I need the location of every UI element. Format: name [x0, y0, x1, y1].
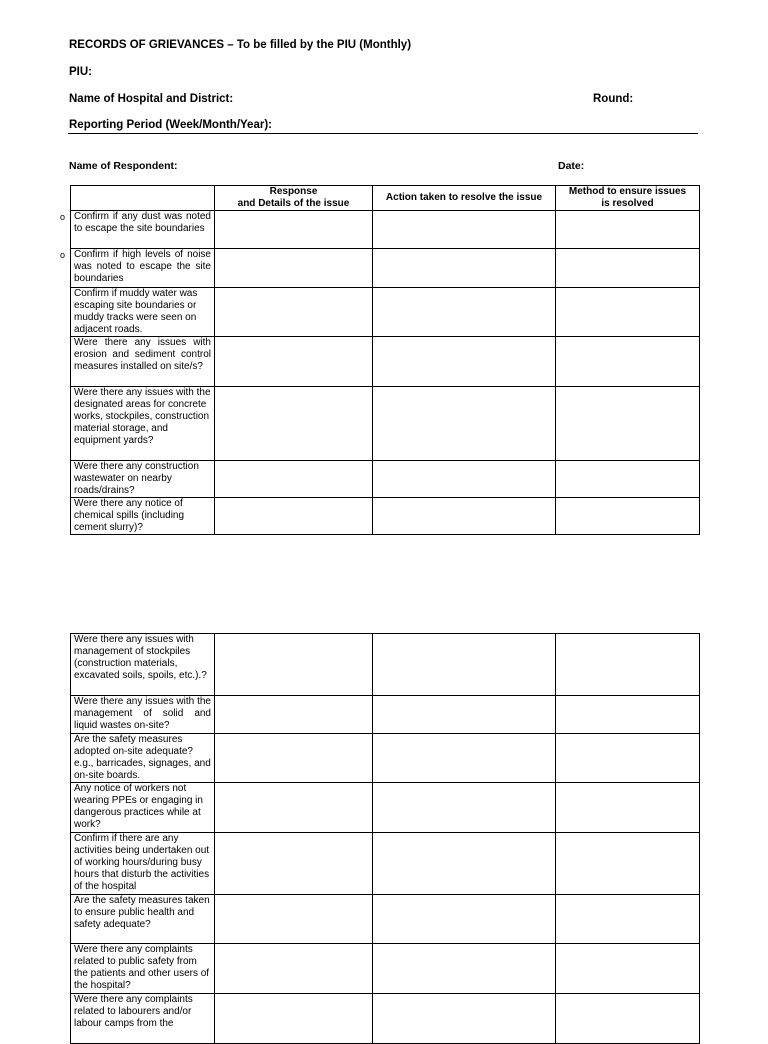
- response-cell[interactable]: [215, 337, 373, 387]
- table-row: [71, 696, 700, 734]
- action-cell[interactable]: [373, 337, 556, 387]
- response-cell[interactable]: [215, 387, 373, 461]
- method-cell[interactable]: [556, 211, 700, 249]
- response-cell[interactable]: [215, 696, 373, 734]
- table-row: [71, 944, 700, 994]
- reporting-period-label: Reporting Period (Week/Month/Year):: [69, 119, 272, 131]
- question-cell: Any notice of workers not wearing PPEs or engaging in dangerous practices while at work?: [71, 783, 215, 833]
- grievance-table-part2: [70, 633, 700, 1044]
- method-cell[interactable]: [556, 387, 700, 461]
- table-row: [71, 249, 700, 288]
- table-row: [71, 634, 700, 696]
- bullet-icon: o: [60, 250, 66, 260]
- method-cell[interactable]: [556, 288, 700, 337]
- action-cell[interactable]: [373, 498, 556, 535]
- response-cell[interactable]: [215, 249, 373, 288]
- response-cell[interactable]: [215, 783, 373, 833]
- method-cell[interactable]: [556, 783, 700, 833]
- action-cell[interactable]: [373, 833, 556, 895]
- action-cell[interactable]: [373, 734, 556, 783]
- response-cell[interactable]: [215, 994, 373, 1044]
- action-column-header: Action taken to resolve the issue: [373, 186, 556, 211]
- response-cell[interactable]: [215, 734, 373, 783]
- date-label: Date:: [558, 160, 585, 172]
- question-cell: Confirm if muddy water was escaping site boundaries or muddy tracks were seen on adjacent roads.: [71, 288, 215, 337]
- question-cell: Were there any issues with erosion and sediment control measures installed on site/s?: [71, 337, 215, 387]
- response-cell[interactable]: [215, 211, 373, 249]
- method-cell[interactable]: [556, 833, 700, 895]
- action-cell[interactable]: [373, 211, 556, 249]
- question-cell: Were there any complaints related to labourers and/or labour camps from the: [71, 994, 215, 1044]
- question-cell: o Confirm if any dust was noted to escape the site boundaries: [71, 211, 215, 249]
- hospital-district-label: Name of Hospital and District:: [69, 93, 234, 105]
- response-column-header: Response and Details of the issue: [215, 186, 373, 211]
- action-cell[interactable]: [373, 461, 556, 498]
- table-row: [71, 734, 700, 783]
- response-cell[interactable]: [215, 944, 373, 994]
- question-cell: Are the safety measures adopted on-site adequate? e.g., barricades, signages, and on-site boards.: [71, 734, 215, 783]
- response-cell[interactable]: [215, 288, 373, 337]
- table-row: [71, 288, 700, 337]
- question-cell: Were there any issues with the management of solid and liquid wastes on-site?: [71, 696, 215, 734]
- response-cell[interactable]: [215, 498, 373, 535]
- question-cell: Are the safety measures taken to ensure public health and safety adequate?: [71, 895, 215, 944]
- question-column-header: [71, 186, 215, 211]
- grievance-table-part1: [60, 185, 700, 535]
- question-cell: Were there any notice of chemical spills (including cement slurry)?: [71, 498, 215, 535]
- table-row: [71, 833, 700, 895]
- action-cell[interactable]: [373, 944, 556, 994]
- response-cell[interactable]: [215, 461, 373, 498]
- response-cell[interactable]: [215, 895, 373, 944]
- question-cell: Were there any construction wastewater on nearby roads/drains?: [71, 461, 215, 498]
- method-cell[interactable]: [556, 249, 700, 288]
- action-cell[interactable]: [373, 387, 556, 461]
- table-row: [71, 461, 700, 498]
- question-cell: Were there any issues with management of stockpiles (construction materials, excavated soils, spoils, etc.).?: [71, 634, 215, 696]
- method-column-header: Method to ensure issues is resolved: [556, 186, 700, 211]
- bullet-icon: o: [60, 212, 66, 222]
- table-row: [71, 337, 700, 387]
- action-cell[interactable]: [373, 994, 556, 1044]
- method-cell[interactable]: [556, 634, 700, 696]
- form-title: RECORDS OF GRIEVANCES – To be filled by the PIU (Monthly): [69, 39, 412, 51]
- method-cell[interactable]: [556, 696, 700, 734]
- method-cell[interactable]: [556, 498, 700, 535]
- table-row: [71, 211, 700, 249]
- method-cell[interactable]: [556, 461, 700, 498]
- method-cell[interactable]: [556, 944, 700, 994]
- question-cell: o Confirm if high levels of noise was noted to escape the site boundaries: [71, 249, 215, 288]
- action-cell[interactable]: [373, 249, 556, 288]
- method-cell[interactable]: [556, 734, 700, 783]
- respondent-label: Name of Respondent:: [69, 160, 178, 172]
- piu-label: PIU:: [69, 66, 92, 78]
- action-cell[interactable]: [373, 288, 556, 337]
- method-cell[interactable]: [556, 337, 700, 387]
- table-header-row: [71, 186, 700, 211]
- method-cell[interactable]: [556, 994, 700, 1044]
- question-cell: Were there any complaints related to public safety from the patients and other users of the hospital?: [71, 944, 215, 994]
- table-row: [71, 498, 700, 535]
- header-divider: [68, 133, 698, 134]
- action-cell[interactable]: [373, 634, 556, 696]
- round-label: Round:: [593, 93, 634, 105]
- response-cell[interactable]: [215, 833, 373, 895]
- question-cell: Confirm if there are any activities being undertaken out of working hours/during busy hours that disturb the activities of the hospital: [71, 833, 215, 895]
- question-cell: Were there any issues with the designated areas for concrete works, stockpiles, construction material storage, and equipment yards?: [71, 387, 215, 461]
- table-row: [71, 783, 700, 833]
- action-cell[interactable]: [373, 895, 556, 944]
- action-cell[interactable]: [373, 783, 556, 833]
- table-row: [71, 387, 700, 461]
- action-cell[interactable]: [373, 696, 556, 734]
- table-row: [71, 994, 700, 1044]
- method-cell[interactable]: [556, 895, 700, 944]
- table-row: [71, 895, 700, 944]
- response-cell[interactable]: [215, 634, 373, 696]
